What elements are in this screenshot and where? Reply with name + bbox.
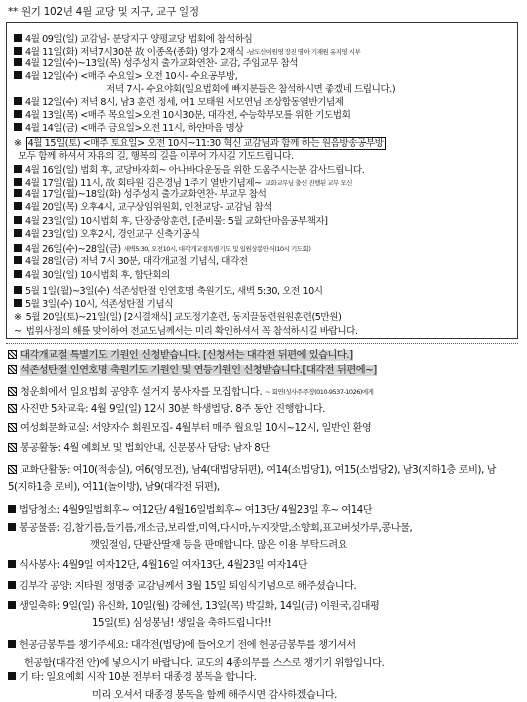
schedule-text: 4월 28일(금) 저녁 7시 30분, 대각개교절 기념식, 대각전 <box>25 256 248 267</box>
schedule-line <box>14 326 358 338</box>
schedule-note: 교화교무님 출신 진행된 교무 모신 <box>264 179 352 187</box>
schedule-line <box>14 110 350 122</box>
announcement-text: 봉공활동: 4월 예회보 및 법회안내, 신문봉사 담당: 남자 8단 <box>20 443 270 454</box>
schedule-text: 4월 09일(일) 교감님- 분당지구 양평교당 법회에 참석하심 <box>25 34 253 45</box>
announcement-text: 미리 오셔서 대종경 봉독을 함께 해주시면 감사하겠습니다. <box>92 690 337 701</box>
square-bullet-icon <box>14 216 22 224</box>
announcement-note: ~ 회연(성사주주장(010-9537-1026)에게 <box>265 388 374 396</box>
announcement-line <box>8 672 256 684</box>
announcement-text: 헌공금봉투를 챙기주세요: 대각전(법당)에 들어오기 전에 헌공금봉투를 챙기셔서 <box>19 640 356 651</box>
schedule-text: 모두 함께 하셔서 자유의 길, 행복의 길을 이루어 가시길 기도드립니다. <box>18 151 294 162</box>
schedule-text: 4월 12일(수) 저녁 8시, 남3 훈련 정세, 여1 모태원 서모연님 조상합동열반기념제 <box>25 97 344 108</box>
schedule-line <box>14 97 344 109</box>
square-bullet-icon <box>8 560 16 568</box>
square-bullet-icon <box>14 165 22 173</box>
square-bullet-icon <box>14 202 22 210</box>
schedule-text: 4월 12일(수)~13일(목) 성주성지 출가교화연찬- 교감, 주임교무 참석 <box>25 58 299 69</box>
hatched-bullet-icon <box>8 423 17 432</box>
document-title: ** 원기 102년 4월 교당 및 지구, 교구 일정 <box>8 6 199 18</box>
square-bullet-icon <box>8 640 16 648</box>
schedule-line <box>14 202 272 214</box>
schedule-text: 4월 30일(일) 10시법회 후, 합단회의 <box>25 270 170 281</box>
schedule-text: 4월 15일(토) <매주 토요일> 오전 10시~11:30 혁신 교감님과 함께 하는 원음방송공부방 <box>27 138 384 149</box>
announcement-line <box>8 640 356 652</box>
schedule-text: 저녁 7시- 수요야회(일요법회에 빠지분들은 참석하시면 좋겠네 드립니다.) <box>106 84 396 95</box>
announcement-text: 사진반 5차교육: 4월 9일(일) 12시 30분 학생법당. 8주 동안 진행합니다. <box>20 404 325 415</box>
announcement-line <box>8 560 307 572</box>
schedule-line <box>14 216 328 228</box>
notice-line <box>8 350 353 362</box>
announcement-line <box>8 581 356 593</box>
schedule-text: 4월 20일(목) 오후4시, 교구상임위원회, 인천교당- 교감님 참석 <box>25 202 272 213</box>
schedule-line <box>18 151 294 163</box>
square-bullet-icon <box>8 523 16 531</box>
schedule-line <box>14 243 310 256</box>
schedule-text: 법위사정의 해를 맞이하여 전교도님께서는 미리 확인하셔서 꼭 참석하시길 바랍니다. <box>25 326 358 337</box>
square-bullet-icon <box>14 123 22 131</box>
schedule-text: 4월 23일(일) 오후2시, 경인교구 신축기공식 <box>25 229 200 240</box>
schedule-line <box>14 299 173 311</box>
square-bullet-icon <box>14 47 22 55</box>
square-bullet-icon <box>8 601 16 609</box>
schedule-line <box>14 123 243 135</box>
announcement-line <box>8 423 371 435</box>
schedule-line <box>14 256 248 268</box>
square-bullet-icon <box>14 34 22 42</box>
announcement-text: 김부각 공양: 지타원 정명중 교감님께서 3월 15일 퇴임식기념으로 해주셨습니다. <box>19 581 357 592</box>
announcement-line <box>8 505 372 517</box>
announcement-text: 15일(토) 심성봉님! 생일을 축하드립니다!! <box>92 618 272 629</box>
schedule-note: -남도신이원영 장진 명아 기재원 유지영 시부 <box>246 48 361 56</box>
announcement-text: 식사봉사: 4월9일 여자12단, 4월16일 여자13단, 4월23일 여자14단 <box>19 560 308 571</box>
square-bullet-icon <box>14 178 22 186</box>
announcement-line <box>8 462 514 496</box>
announcement-line <box>8 404 325 416</box>
hatched-bullet-icon <box>8 365 17 374</box>
announcement-line <box>8 443 270 455</box>
announcement-line <box>92 690 337 702</box>
hatched-bullet-icon <box>8 465 17 474</box>
square-bullet-icon <box>14 286 22 294</box>
hatched-bullet-icon <box>8 404 17 413</box>
bullet-mark: ~ <box>14 326 22 337</box>
announcement-line <box>24 658 384 670</box>
square-bullet-icon <box>14 270 22 278</box>
schedule-line <box>14 189 266 201</box>
announcement-line <box>8 601 379 613</box>
schedule-text: 4월 26일(수)~28일(금) <box>25 244 121 255</box>
notice-line <box>8 365 377 377</box>
notice-text: 석존성탄절 인연호명 축원기도 기원인 및 연등기원인 신청받습니다.[대각전 뒤편에~] <box>20 365 377 376</box>
announcement-text: 헌공함(대각전 안)에 넣으시기 바랍니다. 교도의 4종의무를 스스로 챙기기 위함입니다. <box>24 658 385 669</box>
schedule-line <box>14 229 199 241</box>
announcement-text: 깻잎절임, 단팥산딸재 등을 판매합니다. 많은 이용 부탁드려요 <box>90 540 348 551</box>
notice-text: 대각개교절 특별기도 기원인 신청받습니다. [신청서는 대각전 뒤편에 있습니다.] <box>20 350 353 361</box>
hatched-bullet-icon <box>8 350 17 359</box>
schedule-line <box>14 34 252 46</box>
schedule-line <box>14 58 298 70</box>
schedule-line <box>14 286 323 298</box>
schedule-note: 새벽5:30, 오전10시, 대각개교절특별기도 및 일원상봉안식(10시 기도회) <box>123 245 311 253</box>
schedule-text: 4월 11일(화) 저녁7시30분 故 이종옥(종화) 영가 2재식 <box>25 47 244 58</box>
announcement-text: 기 타: 일요예회 시작 10분 전부터 대종경 봉독을 합니다. <box>19 672 257 683</box>
square-bullet-icon <box>14 244 22 252</box>
square-bullet-icon <box>14 58 22 66</box>
announcement-line <box>90 540 347 552</box>
announcement-text: 생일축하: 9일(일) 유신화, 10일(월) 강혜선, 13일(목) 박길화, 14일(금) 이원국,김대평 <box>19 601 380 612</box>
schedule-line <box>14 71 237 83</box>
schedule-text: 4월 23일(일) 10시법회 후, 단장중앙훈련, [준비물: 5월 교화단마음공부책자] <box>25 216 328 227</box>
announcement-text: 교화단활동: 여10(적송실), 여6(영모전), 남4(대법당뒤편), 여14(소법당1), 여15(소법당2), 남3(지하1층 로비), 남5(지하1층 로비), 여11(놀이방), 남9(대각전 뒤편), <box>8 465 496 493</box>
schedule-line <box>14 165 364 177</box>
schedule-line <box>14 312 341 324</box>
square-bullet-icon <box>14 299 22 307</box>
schedule-line <box>106 84 395 96</box>
schedule-line <box>14 270 170 282</box>
square-bullet-icon <box>8 581 16 589</box>
schedule-line <box>14 138 386 150</box>
square-bullet-icon <box>14 189 22 197</box>
square-bullet-icon <box>8 672 16 680</box>
schedule-text: 4월 12일(수) <매주 수요일> 오전 10시- 수요공부방, <box>25 71 238 82</box>
announcement-text: 봉공물품: 김,참기름,들기름,개소금,보리쌀,미역,다시마,누지잣말,소향회,표고버섯가루,콩나물, <box>19 523 413 534</box>
section-divider <box>6 343 518 344</box>
schedule-text: 5월 20일(토)~21일(일) [2시결채식] 교도정기훈련, 동지끌동련원원훈련(5만원) <box>25 312 342 323</box>
hatched-bullet-icon <box>8 387 17 396</box>
announcement-text: 여성회문화교실: 서양자수 회원모집- 4월부터 매주 월요일 10시~12시, 일반인 환영 <box>20 423 372 434</box>
schedule-text: 4월 14일(금) <매주 금요일>오전 11시, 하얀마음 명상 <box>25 123 244 134</box>
square-bullet-icon <box>14 97 22 105</box>
announcement-line <box>8 523 412 535</box>
bullet-mark: ※ <box>14 312 22 323</box>
schedule-text: 5월 1일(월)~3일(수) 석존성탄절 인연호명 축원기도, 새벽 5:30, 오전 10시 <box>25 286 323 297</box>
announcement-line <box>92 618 271 630</box>
schedule-text: 5월 3일(수) 10시, 석존성탄절 기념식 <box>25 299 174 310</box>
square-bullet-icon <box>14 229 22 237</box>
schedule-text: 4월 16일(일) 법회 후, 교당바자회~ 아나바다운동을 위한 도움주시는분 감사드립니다. <box>25 165 365 176</box>
bullet-mark: ※ <box>14 138 22 149</box>
announcement-text: 법당청소: 4월9일법회후~ 여12단/ 4월16일법회후~ 여13단/ 4월23일 후~ 여14단 <box>19 505 373 516</box>
square-bullet-icon <box>14 256 22 264</box>
hatched-bullet-icon <box>8 443 17 452</box>
announcement-text: 청운회에서 일요법회 공양후 설거지 봉사자를 모집합니다. <box>20 387 263 398</box>
schedule-text: 4월 17일(월) 11시, 故 회타원 김은경님 1주기 열반기념제~ <box>25 178 262 189</box>
announcement-line <box>8 386 373 399</box>
square-bullet-icon <box>8 505 16 513</box>
square-bullet-icon <box>14 71 22 79</box>
schedule-text: 4월 17일(월)~18일(화) 성주성지 출가교화연찬- 부교무 참석 <box>25 189 267 200</box>
schedule-text: 4월 13일(목) <매주 목요일>오전 10시30분, 대각전, 수능학부모를 위한 기도법회 <box>25 110 351 121</box>
square-bullet-icon <box>14 110 22 118</box>
